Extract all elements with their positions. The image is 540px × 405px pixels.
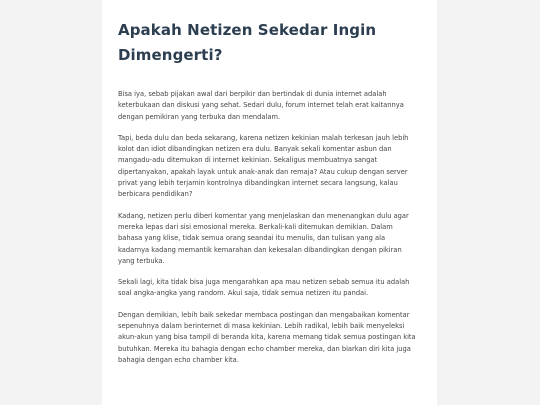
article-paragraph-2: Tapi, beda dulu dan beda sekarang, karena netizen kekinian malah terkesan jauh lebih kolot dan idiot dibandingkan netizen era dulu. Banyak sekali komentar asbun dan mangadu-adu ditemukan di internet kekinian. Sekaligus membuatnya sangat dipertanyakan, apakah layak untuk anak-anak dan remaja? Atau cukup dengan server privat yang lebih terjamin kontrolnya dibandingkan internet secara langsung, kalau berbicara pendidikan? xyxy=(118,133,409,199)
article-paragraph-4: Sekali lagi, kita tidak bisa juga mengarahkan apa mau netizen sebab semua itu adalah soal angka-angka yang random. Akui saja, tidak semua netizen itu pandai. xyxy=(118,278,410,298)
article-page xyxy=(102,0,437,405)
article xyxy=(118,18,418,376)
article-paragraph-3: Kadang, netizen perlu diberi komentar yang menjelaskan dan menenangkan dulu agar mereka lepas dari sisi emosional mereka. Berkali-kali ditemukan demikian. Dalam bahasa yang klise, tidak semua orang seandai itu menulis, dan tulisan yang ala kadarnya kadang memantik kemarahan dan kekesalan dibandingkan dengan pikiran yang terbuka. xyxy=(118,211,409,265)
article-paragraph-5: Dengan demikian, lebih baik sekedar membaca postingan dan mengabaikan komentar sepenuhnya dalam berinternet di masa kekinian. Lebih radikal, lebih baik menyeleksi akun-akun yang bisa tampil di beranda kita, karena memang tidak semua postingan kita butuhkan. Mereka itu bahagia dengan echo chamber mereka, dan biarkan diri kita juga bahagia dengan echo chamber kita. xyxy=(118,310,416,364)
article-title: Apakah Netizen Sekedar Ingin Dimengerti? xyxy=(118,21,377,64)
article-paragraph-1: Bisa iya, sebab pijakan awal dari berpikir dan bertindak di dunia internet adalah keterbukaan dan diskusi yang sehat. Sedari dulu, forum internet telah erat kaitannya dengan pemikiran yang terbuka dan mendalam. xyxy=(118,90,404,121)
article-body xyxy=(118,89,418,366)
